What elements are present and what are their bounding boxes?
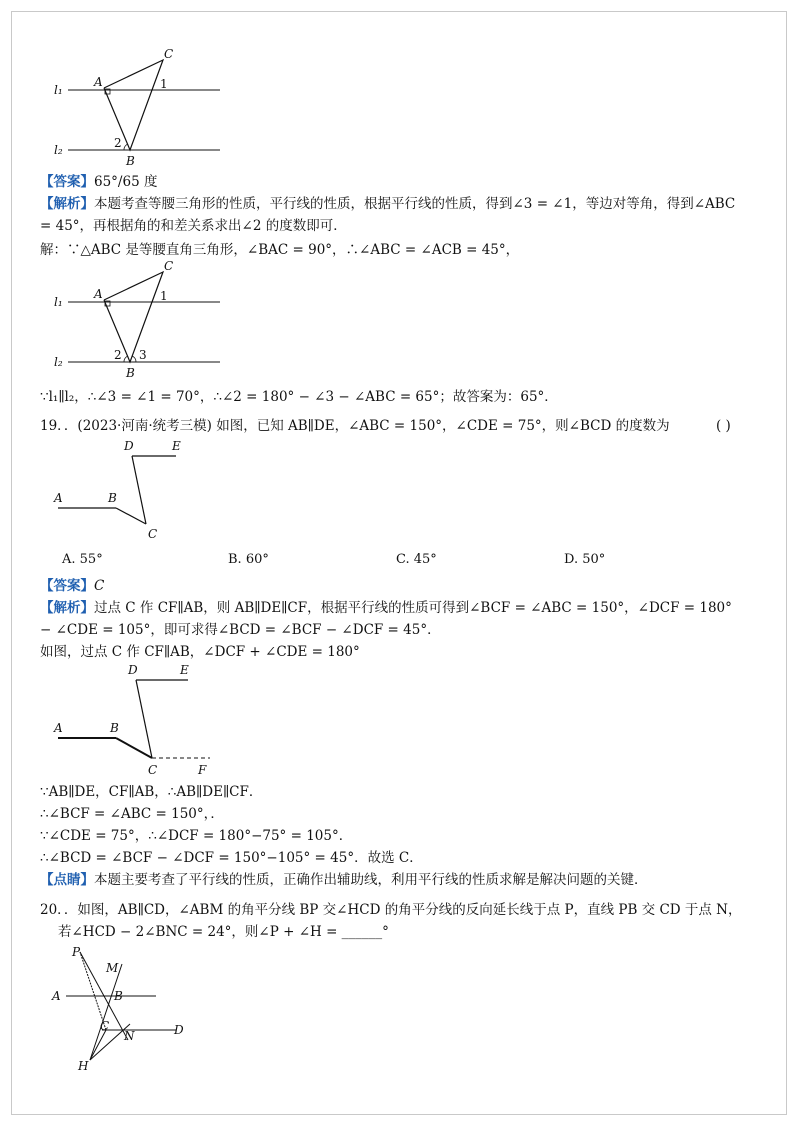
q19-answer-bracket: ( ) — [716, 418, 731, 434]
label-B: B — [114, 989, 123, 1003]
label-C: C — [164, 259, 174, 273]
q19-step3: ∵∠CDE = 75°，∴∠DCF = 180°−75° = 105°． — [40, 828, 353, 844]
label-P: P — [72, 945, 81, 959]
figure-q19 — [48, 436, 208, 544]
label-B: B — [126, 154, 135, 168]
label-C: C — [148, 763, 158, 777]
option-A[interactable]: A. 55° — [62, 552, 103, 567]
q19-step4: ∴∠BCD = ∠BCF − ∠DCF = 150°−105° = 45°．故选 C． — [40, 850, 423, 866]
q18-answer: 【答案】65°/65 度 — [40, 174, 158, 190]
answer-tag: 【答案】 — [40, 174, 94, 190]
label-angle-2: 2 — [114, 136, 122, 150]
q18-analysis-line2: = 45°，再根据角的和差关系求出∠2 的度数即可． — [40, 218, 347, 234]
label-H: H — [78, 1059, 89, 1073]
option-B[interactable]: B. 60° — [228, 552, 269, 567]
q19-step2: ∴∠BCF = ∠ABC = 150°，． — [40, 806, 224, 822]
q19-analysis-line2: − ∠CDE = 105°，即可求得∠BCD = ∠BCF − ∠DCF = 45°． — [40, 622, 441, 638]
q19-stem: 19．．(2023·河南·统考三模) 如图，已知 AB∥DE，∠ABC = 150°，∠CDE = 75°，则∠BCD 的度数为 — [40, 418, 670, 434]
q20-stem-line1: 20．．如图，AB∥CD，∠ABM 的角平分线 BP 交∠HCD 的角平分线的反向延长线于点 P，直线 PB 交 CD 于点 N， — [40, 902, 742, 918]
analysis-tag: 【解析】 — [40, 196, 94, 212]
q19-analysis-line1: 【解析】过点 C 作 CF∥AB，则 AB∥DE∥CF，根据平行线的性质可得到∠BCF = ∠ABC = 150°，∠DCF = 180° — [40, 600, 732, 616]
label-M: M — [106, 961, 119, 975]
figure-q20 — [44, 944, 204, 1074]
q18-analysis-line1: 【解析】本题考查等腰三角形的性质，平行线的性质，根据平行线的性质，得到∠3 = ∠1，等边对等角，得到∠ABC — [40, 196, 736, 212]
label-l2: l₂ — [54, 143, 63, 157]
label-D: D — [124, 439, 134, 453]
figure-parallel-lines-triangle-1 — [48, 44, 228, 168]
label-A: A — [52, 989, 61, 1003]
label-C: C — [164, 47, 174, 61]
label-A: A — [94, 287, 103, 301]
label-B: B — [126, 366, 135, 380]
label-C: C — [148, 527, 158, 541]
label-angle-1: 1 — [160, 289, 168, 303]
q18-solution-line2: ∵l₁∥l₂，∴∠3 = ∠1 = 70°，∴∠2 = 180° − ∠3 − ∠ABC = 65°；故答案为：65°． — [40, 389, 558, 405]
q19-comment: 【点睛】本题主要考查了平行线的性质，正确作出辅助线，利用平行线的性质求解是解决问题的关键． — [40, 872, 648, 888]
q19-answer: 【答案】C — [40, 578, 105, 594]
label-A: A — [94, 75, 103, 89]
label-B: B — [108, 491, 117, 505]
label-D: D — [128, 663, 138, 677]
label-l2: l₂ — [54, 355, 63, 369]
label-angle-2: 2 — [114, 348, 122, 362]
label-angle-3: 3 — [139, 348, 147, 362]
figure-q19-auxiliary — [48, 660, 228, 778]
label-l1: l₁ — [54, 295, 63, 309]
label-A: A — [54, 721, 63, 735]
label-B: B — [110, 721, 119, 735]
analysis-tag: 【解析】 — [40, 600, 94, 616]
label-D: D — [174, 1023, 184, 1037]
label-E: E — [180, 663, 189, 677]
comment-tag: 【点睛】 — [40, 872, 94, 888]
figure-parallel-lines-triangle-2 — [48, 258, 228, 382]
label-N: N — [124, 1029, 135, 1043]
label-C: C — [100, 1019, 110, 1033]
q19-analysis-line3: 如图，过点 C 作 CF∥AB，∠DCF + ∠CDE = 180° — [40, 644, 360, 660]
label-angle-1: 1 — [160, 77, 168, 91]
q19-step1: ∵AB∥DE，CF∥AB，∴AB∥DE∥CF． — [40, 784, 263, 800]
option-C[interactable]: C. 45° — [396, 552, 437, 567]
label-l1: l₁ — [54, 83, 63, 97]
label-F: F — [198, 763, 207, 777]
q18-solution-line1: 解：∵△ABC 是等腰直角三角形，∠BAC = 90°，∴∠ABC = ∠ACB = 45°， — [40, 242, 520, 258]
option-D[interactable]: D. 50° — [564, 552, 606, 567]
label-A: A — [54, 491, 63, 505]
label-E: E — [172, 439, 181, 453]
q20-stem-line2: 若∠HCD − 2∠BNC = 24°，则∠P + ∠H = ______° — [58, 924, 389, 940]
answer-tag: 【答案】 — [40, 578, 94, 594]
